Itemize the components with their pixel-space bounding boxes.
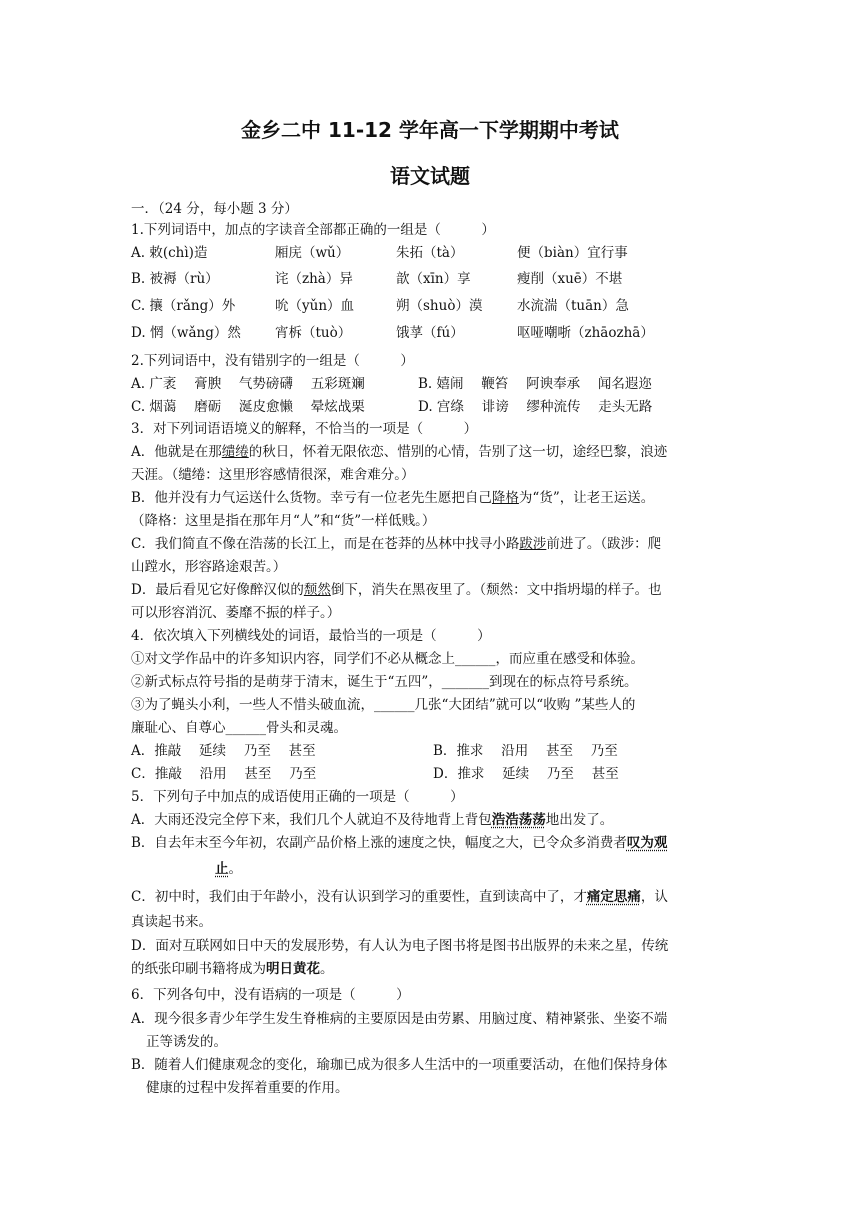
q3-option-c: C．我们简直不像在浩荡的长江上，而是在苍莽的丛林中找寻小路跋涉前进了。（跋涉：爬 xyxy=(131,536,662,552)
q6-option-a: A．现今很多青少年学生发生脊椎病的主要原因是由劳累、用脑过度、精神紧张、坐姿不端 xyxy=(131,1011,668,1027)
dotted-idiom: 浩浩荡荡 xyxy=(491,812,546,828)
q1-stem: 1.下列词语中，加点的字读音全部都正确的一组是（ ） xyxy=(131,222,495,238)
q1-c-1: C. 攘（rǎng）外 xyxy=(131,298,236,314)
q1-d-2: 宵柝（tuò） xyxy=(275,325,352,341)
q6-stem: 6．下列各句中，没有语病的一项是（ ） xyxy=(131,987,410,1003)
q1-c-2: 吮（yǔn）血 xyxy=(275,298,355,314)
underlined-word: 降格 xyxy=(491,490,519,506)
q1-a-1: A. 敕(chì)造 xyxy=(131,245,208,261)
q2-option-d: D. 宫绦 诽谤 缪种流传 走头无路 xyxy=(418,399,653,415)
q4-sentence-1: ①对文学作品中的许多知识内容，同学们不必从概念上______，而应重在感受和体验。 xyxy=(131,651,644,667)
q5-option-b-cont: 止。 xyxy=(215,861,242,877)
q6-option-a-cont: 正等诱发的。 xyxy=(146,1034,227,1050)
q4-stem: 4．依次填入下列横线处的词语，最恰当的一项是（ ） xyxy=(131,628,491,644)
q3-option-a: A．他就是在那缱绻的秋日，怀着无限依恋、惜别的心情，告别了这一切，途经巴黎，浪迹 xyxy=(131,444,668,460)
dotted-idiom: 叹为观 xyxy=(626,835,668,851)
q1-b-3: 歆（xīn）享 xyxy=(396,271,471,287)
q6-option-b: B．随着人们健康观念的变化，瑜珈已成为很多人生活中的一项重要活动，在他们保持身体 xyxy=(131,1057,668,1073)
q1-d-3: 饿莩（fú） xyxy=(396,325,464,341)
q1-d-1: D. 惘（wǎng）然 xyxy=(131,325,241,341)
q4-option-b: B．推求 沿用 甚至 乃至 xyxy=(433,743,618,759)
q1-a-3: 朱拓（tà） xyxy=(396,245,464,261)
q4-option-a: A．推敲 延续 乃至 甚至 xyxy=(131,743,316,759)
bold-idiom: 明日黄花 xyxy=(266,961,320,977)
section-heading: 一．（24 分，每小题 3 分） xyxy=(131,201,298,217)
exam-title: 金乡二中 11-12 学年高一下学期期中考试 xyxy=(241,118,619,142)
q2-option-b: B. 嬉闹 鞭笞 阿谀奉承 闻名遐迩 xyxy=(418,376,652,392)
q1-c-3: 朔（shuò）漠 xyxy=(396,298,483,314)
q3-option-d-cont: 可以形容消沉、萎靡不振的样子。） xyxy=(131,605,341,621)
q3-option-c-cont: 山蹚水，形容路途艰苦。） xyxy=(131,559,287,575)
dotted-idiom: 止 xyxy=(215,861,229,877)
q3-option-a-cont: 天涯。（缱绻：这里形容感情很深，难舍难分。） xyxy=(131,467,415,483)
q4-option-c: C．推敲 沿用 甚至 乃至 xyxy=(131,766,317,782)
underlined-word: 颓然 xyxy=(303,582,331,598)
q6-option-b-cont: 健康的过程中发挥着重要的作用。 xyxy=(146,1080,349,1096)
q1-b-2: 诧（zhà）异 xyxy=(275,271,353,287)
q1-b-1: B. 被褥（rù） xyxy=(131,271,219,287)
q1-a-4: 便（biàn）宜行事 xyxy=(517,245,628,261)
q1-d-4: 呕哑嘲哳（zhāozhā） xyxy=(517,325,654,341)
underlined-word: 缱绻 xyxy=(221,444,249,460)
q3-option-d: D．最后看见它好像醉汉似的颓然倒下，消失在黑夜里了。（颓然：文中指坍塌的样子。也 xyxy=(131,582,662,598)
q1-b-4: 瘦削（xuē）不堪 xyxy=(517,271,623,287)
q5-option-a: A．大雨还没完全停下来，我们几个人就迫不及待地背上背包浩浩荡荡地出发了。 xyxy=(131,812,614,828)
q5-option-c-cont: 真读起书来。 xyxy=(131,914,212,930)
q5-option-c: C．初中时，我们由于年龄小，没有认识到学习的重要性，直到读高中了，才痛定思痛，认 xyxy=(131,889,668,905)
q3-stem: 3．对下列词语语境义的解释，不恰当的一项是（ ） xyxy=(131,421,478,437)
q4-sentence-3: ③为了蝇头小利，一些人不惜头破血流，______几张“大团结”就可以“收购 ”某些人的 xyxy=(131,697,636,713)
dotted-idiom: 痛定思痛 xyxy=(586,889,641,905)
q1-c-4: 水流湍（tuān）急 xyxy=(517,298,629,314)
q2-option-a: A. 广袤 膏腴 气势磅礴 五彩斑斓 xyxy=(131,376,365,392)
q4-sentence-3-cont: 廉耻心、自尊心______骨头和灵魂。 xyxy=(131,720,347,736)
q4-option-d: D．推求 延续 乃至 甚至 xyxy=(433,766,619,782)
q4-sentence-2: ②新式标点符号指的是萌芽于清末，诞生于“五四”，_______到现在的标点符号系统。 xyxy=(131,674,638,690)
q5-option-b: B．自去年末至今年初，农副产品价格上涨的速度之快，幅度之大，已令众多消费者叹为观 xyxy=(131,835,668,851)
underlined-word: 跋涉 xyxy=(519,536,547,552)
q1-a-2: 厢庑（wǔ） xyxy=(275,245,350,261)
exam-subtitle: 语文试题 xyxy=(390,164,470,188)
q2-stem: 2.下列词语中，没有错别字的一组是（ ） xyxy=(131,353,414,369)
q3-option-b: B．他并没有力气运送什么货物。幸亏有一位老先生愿把自己降格为“货”，让老王运送。 xyxy=(131,490,655,506)
q5-stem: 5．下列句子中加点的成语使用正确的一项是（ ） xyxy=(131,789,464,805)
q2-option-c: C. 烟蔼 磨砺 涎皮愈懒 晕炫战栗 xyxy=(131,399,365,415)
q5-option-d: D．面对互联网如日中天的发展形势，有人认为电子图书将是图书出版界的未来之星，传统 xyxy=(131,938,669,954)
q5-option-d-cont: 的纸张印刷书籍将成为明日黄花。 xyxy=(131,961,334,977)
q3-option-b-cont: （降格：这里是指在那年月“人”和“货”一样低贱。） xyxy=(131,513,436,529)
